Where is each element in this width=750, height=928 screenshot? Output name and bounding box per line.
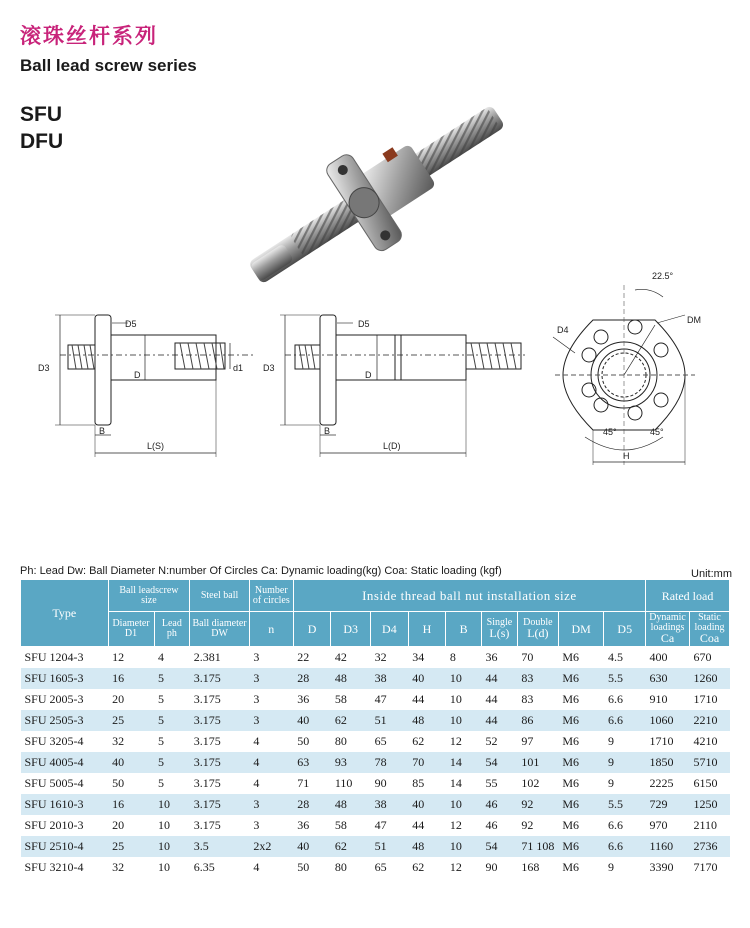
table-cell: 58: [334, 817, 347, 832]
table-cell: 44: [481, 710, 517, 731]
table-cell: 5710: [689, 752, 729, 773]
table-cell: 4: [249, 752, 293, 773]
table-cell: 3.5: [190, 836, 250, 857]
table-cell: 729: [646, 794, 690, 815]
table-cell: 62: [331, 836, 371, 857]
table-cell: 71 108: [517, 836, 558, 857]
header-number-of-circles: Number of circles: [249, 580, 293, 612]
table-cell: M6: [562, 691, 580, 706]
table-cell: 5: [158, 775, 164, 790]
flange-d4-label: D4: [557, 325, 569, 335]
sfu-d1-label: d1: [233, 363, 244, 373]
table-cell: 3: [253, 817, 260, 832]
table-cell: 1710: [693, 691, 718, 706]
flange-angle-right-label: 45°: [650, 427, 664, 437]
table-cell: 3.175: [190, 752, 250, 773]
table-cell: 93: [331, 752, 371, 773]
table-cell: 44: [481, 668, 517, 689]
table-cell: 90: [374, 775, 387, 790]
table-cell: 2110: [693, 817, 718, 832]
table-cell: 36: [485, 649, 498, 664]
table-cell-type: SFU 5005-4: [24, 775, 84, 790]
header-static-label: Static loading: [694, 612, 725, 633]
table-cell: 32: [112, 859, 125, 874]
table-row: [21, 815, 730, 836]
dfu-d-label: D: [365, 370, 372, 380]
table-cell: M6: [558, 752, 604, 773]
table-cell-type: SFU 2505-3: [21, 710, 109, 731]
table-cell: 10: [446, 794, 482, 815]
table-cell: 4: [253, 859, 260, 874]
table-cell: 2736: [689, 836, 729, 857]
table-cell: 38: [371, 794, 409, 815]
header-leadscrew-size: Ball leadscrew size: [108, 580, 190, 612]
table-cell: 7170: [693, 859, 718, 874]
table-cell: 44: [412, 691, 425, 706]
table-cell: 85: [412, 775, 425, 790]
header-dynamic-ca: [646, 612, 690, 647]
table-cell: M6: [558, 794, 604, 815]
table-cell: M6: [562, 859, 580, 874]
table-cell: 86: [517, 710, 558, 731]
table-cell: 46: [485, 817, 498, 832]
table-cell: 14: [446, 752, 482, 773]
header-ld-label: L(d): [527, 626, 549, 640]
table-cell: 20: [112, 817, 125, 832]
dfu-d5-label: D5: [358, 319, 370, 329]
table-cell: 83: [517, 668, 558, 689]
sfu-dimension-drawing: [20, 265, 255, 465]
table-cell: 3: [249, 710, 293, 731]
table-cell: 2210: [689, 710, 729, 731]
dfu-b-label: B: [324, 426, 331, 436]
table-cell: 62: [412, 733, 425, 748]
table-cell-type: SFU 2510-4: [21, 836, 109, 857]
table-cell: 670: [693, 649, 712, 664]
table-cell: 28: [293, 668, 331, 689]
table-cell: 5: [158, 733, 164, 748]
table-cell: M6: [562, 649, 580, 664]
table-cell: M6: [558, 836, 604, 857]
table-row: [21, 731, 730, 752]
table-cell: 14: [449, 775, 462, 790]
table-cell: 3.175: [193, 775, 221, 790]
table-cell: 970: [649, 817, 668, 832]
flange-dm-label: DM: [687, 315, 701, 325]
table-cell-type: SFU 3210-4: [24, 859, 84, 874]
table-cell: 62: [331, 710, 371, 731]
table-cell: 4.5: [607, 649, 623, 664]
table-cell: 25: [108, 836, 154, 857]
table-cell: 42: [334, 649, 347, 664]
table-cell: 3.175: [193, 691, 221, 706]
table-cell: 3: [249, 668, 293, 689]
table-cell: 102: [521, 775, 540, 790]
table-cell: 4210: [693, 733, 718, 748]
table-cell: M6: [558, 668, 604, 689]
table-cell-type: SFU 1204-3: [24, 649, 84, 664]
table-cell: 6.6: [607, 691, 623, 706]
table-row: [21, 752, 730, 773]
table-cell: 32: [374, 649, 387, 664]
table-cell: 10: [446, 710, 482, 731]
header-diameter-d1: Diameter D1: [108, 612, 154, 647]
sfu-d5-label: D5: [125, 319, 137, 329]
dfu-dimension-drawing: [255, 265, 525, 465]
table-cell: 5: [154, 710, 190, 731]
table-cell: 46: [481, 794, 517, 815]
table-cell: 50: [297, 733, 310, 748]
table-cell: 51: [371, 836, 409, 857]
table-cell: 52: [485, 733, 498, 748]
table-cell: 3.175: [193, 817, 221, 832]
table-cell: 44: [485, 691, 498, 706]
model-dfu-label: DFU: [20, 130, 64, 153]
table-cell: 5: [158, 691, 164, 706]
table-cell: 2225: [649, 775, 674, 790]
table-cell: 40: [293, 710, 331, 731]
table-cell: 12: [449, 817, 462, 832]
sfu-d3-label: D3: [38, 363, 50, 373]
header-d5: D5: [604, 612, 646, 647]
table-cell: 32: [112, 733, 125, 748]
table-cell: 40: [108, 752, 154, 773]
table-cell: 80: [334, 733, 347, 748]
header-ls-label: L(s): [489, 626, 510, 640]
table-cell: 3.175: [190, 710, 250, 731]
header-d: D: [293, 612, 331, 647]
table-cell: 40: [293, 836, 331, 857]
model-sfu-label: SFU: [20, 103, 62, 126]
table-cell: 20: [112, 691, 125, 706]
table-cell: 97: [521, 733, 534, 748]
table-cell: 10: [446, 668, 482, 689]
table-cell: 70: [408, 752, 446, 773]
header-nut-installation-size: Inside thread ball nut installation size: [293, 580, 645, 612]
header-d4: D4: [371, 612, 409, 647]
header-ca-label: Ca: [660, 631, 675, 645]
table-cell: 3.175: [193, 733, 221, 748]
table-cell: 25: [108, 710, 154, 731]
table-cell: 44: [412, 817, 425, 832]
table-cell: 12: [112, 649, 125, 664]
table-cell: 3390: [649, 859, 674, 874]
table-cell: 910: [649, 691, 668, 706]
table-cell: 3: [253, 649, 260, 664]
table-cell: 8: [449, 649, 456, 664]
header-dynamic-label: Dynamic loadings: [649, 612, 686, 633]
table-cell: 1160: [646, 836, 690, 857]
header-dm: DM: [558, 612, 604, 647]
table-cell: 48: [408, 710, 446, 731]
table-cell: 3.175: [190, 794, 250, 815]
table-cell: 92: [521, 817, 534, 832]
table-cell: M6: [562, 775, 580, 790]
flange-h-label: H: [623, 451, 630, 461]
table-cell: 5: [154, 668, 190, 689]
table-cell: 2.381: [193, 649, 221, 664]
header-coa-label: Coa: [699, 631, 720, 645]
table-cell: 9: [604, 752, 646, 773]
table-cell: 50: [112, 775, 125, 790]
table-cell: 6.35: [193, 859, 215, 874]
table-row: [21, 773, 730, 794]
table-cell: 65: [374, 733, 387, 748]
table-row: [21, 794, 730, 815]
title-chinese: 滚珠丝杆系列: [20, 24, 158, 48]
table-cell-type: SFU 1610-3: [21, 794, 109, 815]
table-cell: 12: [449, 859, 462, 874]
table-cell: 6.6: [604, 836, 646, 857]
table-cell: 12: [449, 733, 462, 748]
table-cell: M6: [562, 817, 580, 832]
table-cell: 55: [485, 775, 498, 790]
table-cell: 101: [517, 752, 558, 773]
header-single-label: Single: [486, 617, 513, 628]
table-cell: 90: [485, 859, 498, 874]
table-cell: 48: [408, 836, 446, 857]
table-cell: 3.175: [190, 668, 250, 689]
table-cell: 10: [154, 794, 190, 815]
table-cell: 92: [517, 794, 558, 815]
table-cell: 1060: [646, 710, 690, 731]
flange-angle-label: 22.5°: [652, 271, 674, 281]
dfu-length-label: L(D): [383, 441, 401, 451]
header-ball-diameter: Ball diameter DW: [190, 612, 250, 647]
table-cell: 9: [607, 859, 614, 874]
table-cell: 5.5: [604, 668, 646, 689]
table-cell: 83: [521, 691, 534, 706]
table-cell: 70: [521, 649, 534, 664]
specification-table-body: [21, 647, 730, 878]
table-cell-type: SFU 4005-4: [21, 752, 109, 773]
table-cell: 47: [374, 817, 387, 832]
table-cell: 48: [331, 668, 371, 689]
table-cell: 40: [408, 794, 446, 815]
table-cell: 40: [408, 668, 446, 689]
header-rated-load: Rated load: [646, 580, 730, 612]
flange-angle-left-label: 45°: [603, 427, 617, 437]
table-cell: 9: [607, 775, 614, 790]
table-cell: 51: [371, 710, 409, 731]
table-cell: 54: [481, 836, 517, 857]
table-cell: 10: [154, 836, 190, 857]
table-cell: 3: [253, 691, 260, 706]
table-cell: 1850: [646, 752, 690, 773]
table-cell: 3: [249, 794, 293, 815]
table-cell-type: SFU 1605-3: [21, 668, 109, 689]
table-cell: 65: [374, 859, 387, 874]
table-cell: 5.5: [604, 794, 646, 815]
table-cell: 168: [521, 859, 540, 874]
table-cell: 78: [371, 752, 409, 773]
table-cell: 80: [334, 859, 347, 874]
table-cell: 1260: [689, 668, 729, 689]
table-cell: 28: [293, 794, 331, 815]
header-static-coa: [689, 612, 729, 647]
specification-table: [20, 579, 730, 878]
ball-screw-product-image: [220, 92, 530, 292]
table-cell: 6.6: [607, 817, 623, 832]
header-lead-ph: Lead ph: [154, 612, 190, 647]
header-double-ld: [517, 612, 558, 647]
table-cell: 5: [154, 752, 190, 773]
table-cell: 10: [446, 836, 482, 857]
unit-label: Unit:mm: [691, 568, 732, 580]
header-h: H: [408, 612, 446, 647]
table-cell: 48: [331, 794, 371, 815]
table-cell-type: SFU 3205-4: [24, 733, 84, 748]
table-cell: 62: [412, 859, 425, 874]
table-cell: 10: [158, 817, 170, 832]
header-type: Type: [21, 580, 109, 647]
table-cell: 4: [253, 733, 260, 748]
abbreviation-legend: Ph: Lead Dw: Ball Diameter N:number Of Circles Ca: Dynamic loading(kg) Coa: Static loading (kgf): [20, 565, 502, 577]
header-d3: D3: [331, 612, 371, 647]
table-cell: 4: [158, 649, 164, 664]
table-cell: 34: [412, 649, 425, 664]
table-row: [21, 857, 730, 878]
table-cell: 36: [297, 817, 310, 832]
header-n: n: [249, 612, 293, 647]
table-cell: M6: [562, 733, 580, 748]
table-cell: 22: [297, 649, 310, 664]
header-b: B: [446, 612, 482, 647]
header-steel-ball: Steel ball: [190, 580, 250, 612]
table-cell: M6: [558, 710, 604, 731]
table-cell: 400: [649, 649, 668, 664]
table-cell: 110: [334, 775, 353, 790]
table-row: [21, 710, 730, 731]
table-cell: 16: [108, 668, 154, 689]
header-double-label: Double: [523, 617, 553, 628]
table-row: [21, 836, 730, 857]
table-cell-type: SFU 2010-3: [24, 817, 84, 832]
sfu-length-label: L(S): [147, 441, 165, 451]
table-cell: 6150: [693, 775, 718, 790]
header-single-ls: [481, 612, 517, 647]
table-cell-type: SFU 2005-3: [24, 691, 84, 706]
table-cell: 2x2: [249, 836, 293, 857]
table-cell: 630: [646, 668, 690, 689]
table-row: [21, 689, 730, 710]
table-cell: 54: [481, 752, 517, 773]
table-cell: 36: [297, 691, 310, 706]
table-cell: 71: [297, 775, 310, 790]
title-english: Ball lead screw series: [20, 56, 197, 75]
table-cell: 1710: [649, 733, 674, 748]
table-cell: 1250: [689, 794, 729, 815]
table-cell: 58: [334, 691, 347, 706]
sfu-d-label: D: [134, 370, 141, 380]
table-cell: 9: [607, 733, 614, 748]
dfu-d3-label: D3: [263, 363, 275, 373]
table-cell: 50: [297, 859, 310, 874]
table-row: [21, 668, 730, 689]
table-cell: 4: [253, 775, 260, 790]
table-cell: 10: [449, 691, 462, 706]
flange-end-view-drawing: [535, 265, 705, 475]
table-cell: 16: [108, 794, 154, 815]
table-cell: 10: [158, 859, 170, 874]
sfu-b-label: B: [99, 426, 106, 436]
table-row: [21, 647, 730, 668]
table-cell: 38: [371, 668, 409, 689]
table-cell: 47: [374, 691, 387, 706]
table-cell: 63: [293, 752, 331, 773]
table-cell: 6.6: [604, 710, 646, 731]
